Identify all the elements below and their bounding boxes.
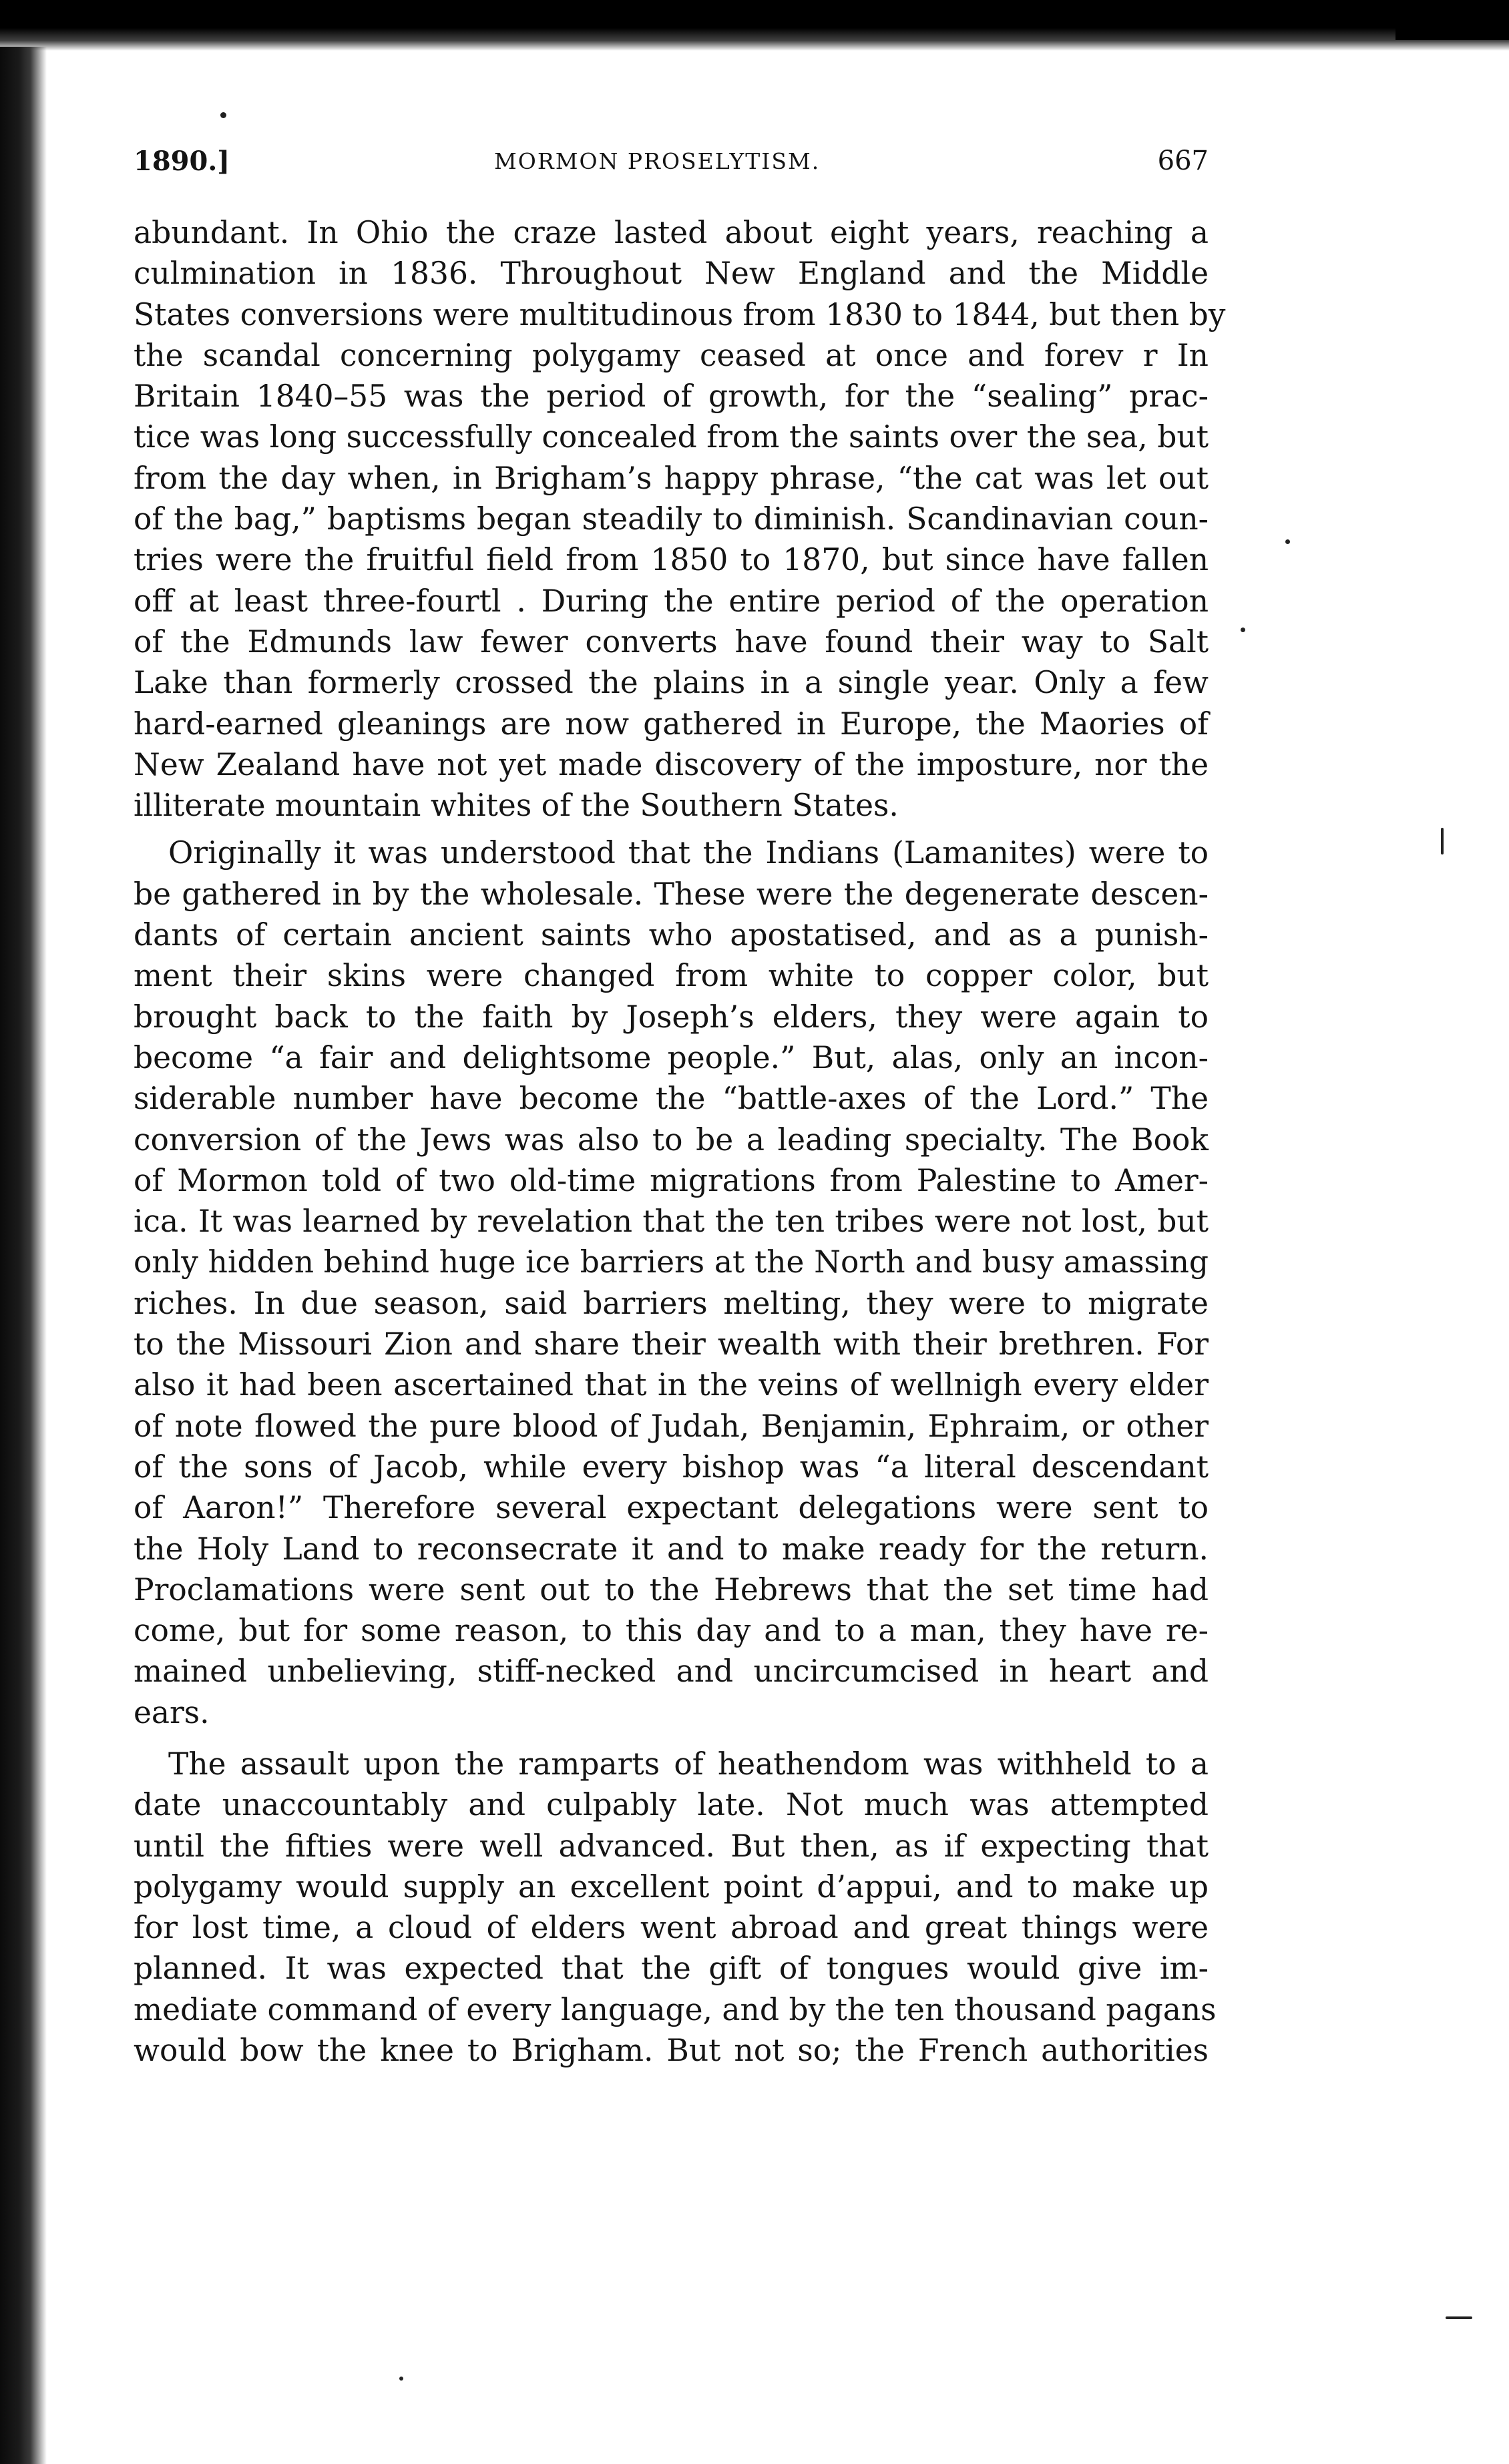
- text-line: for lost time, a cloud of elders went abroad and great things were: [134, 1910, 1209, 1946]
- page-header: [134, 146, 1209, 186]
- running-title: MORMON PROSELYTISM.: [494, 148, 821, 174]
- text-line: hard-earned gleanings are now gathered in Europe, the Maories of: [134, 706, 1209, 742]
- text-line: Britain 1840–55 was the period of growth, for the “sealing” prac-: [134, 379, 1209, 415]
- text-line: be gathered in by the wholesale. These were the degenerate descen-: [134, 876, 1209, 912]
- text-line: riches. In due season, said barriers melting, they were to migrate: [134, 1285, 1209, 1321]
- text-line: Proclamations were sent out to the Hebrews that the set time had: [134, 1571, 1209, 1608]
- paragraph-2: [134, 832, 1209, 1733]
- text-line: culmination in 1836. Throughout New England and the Middle: [134, 256, 1209, 292]
- header-year: 1890.]: [134, 146, 230, 177]
- text-line: become “a fair and delightsome people.” But, alas, only an incon-: [134, 1039, 1209, 1075]
- text-line: ears.: [134, 1694, 210, 1730]
- scan-left-border: [0, 47, 47, 2464]
- text-line: planned. It was expected that the gift of tongues would give im-: [134, 1951, 1209, 1987]
- text-line: date unaccountably and culpably late. Not much was attempted: [134, 1787, 1209, 1823]
- text-line: would bow the knee to Brigham. But not so; the French authorities: [134, 2033, 1209, 2069]
- scan-speck: [1441, 828, 1444, 854]
- text-line: mediate command of every language, and by the ten thousand pagans: [134, 1991, 1217, 2027]
- text-line: siderable number have become the “battle-axes of the Lord.” The: [134, 1081, 1209, 1117]
- paragraph-1: [134, 212, 1226, 826]
- text-line: Lake than formerly crossed the plains in a single year. Only a few: [134, 665, 1209, 701]
- article-body: [134, 212, 1226, 2071]
- text-line: States conversions were multitudinous from 1830 to 1844, but then by: [134, 296, 1226, 332]
- scan-speck: [1241, 628, 1245, 632]
- text-line: dants of certain ancient saints who apostatised, and as a punish-: [134, 917, 1209, 953]
- text-line: conversion of the Jews was also to be a leading specialty. The Book: [134, 1122, 1209, 1158]
- text-line: New Zealand have not yet made discovery of the imposture, nor the: [134, 746, 1209, 782]
- text-line: illiterate mountain whites of the Southern States.: [134, 788, 899, 824]
- scan-speck: [399, 2377, 403, 2381]
- text-line: tries were the fruitful field from 1850 to 1870, but since have fallen: [134, 542, 1209, 578]
- text-line: until the fifties were well advanced. But then, as if expecting that: [134, 1828, 1209, 1864]
- scan-speck: [1446, 2316, 1472, 2319]
- text-line: brought back to the faith by Joseph’s elders, they were again to: [134, 999, 1209, 1035]
- text-line: Originally it was understood that the Indians (Lamanites) were to: [168, 835, 1209, 871]
- paragraph-3: [134, 1744, 1217, 2071]
- page-number: 667: [1157, 146, 1209, 176]
- text-line: of the Edmunds law fewer converts have found their way to Salt: [134, 624, 1209, 660]
- text-line: come, but for some reason, to this day and to a man, they have re-: [134, 1613, 1209, 1649]
- text-line: of the bag,” baptisms began steadily to diminish. Scandinavian coun-: [134, 501, 1209, 537]
- text-line: of the sons of Jacob, while every bishop was “a literal descendant: [134, 1449, 1209, 1485]
- text-line: the scandal concerning polygamy ceased at once and forev r In: [134, 337, 1209, 373]
- scan-speck: [1285, 539, 1290, 544]
- text-line: ment their skins were changed from white to copper color, but: [134, 958, 1209, 994]
- scan-speck: [220, 112, 226, 118]
- text-line: of note flowed the pure blood of Judah, Benjamin, Ephraim, or other: [134, 1408, 1209, 1444]
- text-line: off at least three-fourtl . During the entire period of the operation: [134, 583, 1209, 619]
- text-line: ica. It was learned by revelation that the ten tribes were not lost, but: [134, 1204, 1209, 1240]
- text-line: only hidden behind huge ice barriers at the North and busy amassing: [134, 1244, 1209, 1280]
- text-line: the Holy Land to reconsecrate it and to make ready for the return.: [134, 1531, 1209, 1567]
- text-line: tice was long successfully concealed from the saints over the sea, but: [134, 419, 1209, 455]
- text-line: polygamy would supply an excellent point d’appui, and to make up: [134, 1869, 1209, 1905]
- text-line: mained unbelieving, stiff-necked and uncircumcised in heart and: [134, 1654, 1209, 1690]
- text-line: of Mormon told of two old-time migrations from Palestine to Amer-: [134, 1162, 1209, 1198]
- text-line: to the Missouri Zion and share their wealth with their brethren. For: [134, 1326, 1209, 1363]
- text-line: of Aaron!” Therefore several expectant delegations were sent to: [134, 1490, 1209, 1526]
- text-line: abundant. In Ohio the craze lasted about eight years, reaching a: [134, 215, 1209, 250]
- scan-top-corner: [1395, 0, 1509, 40]
- scan-top-border: [0, 0, 1509, 51]
- text-line: from the day when, in Brigham’s happy phrase, “the cat was let out: [134, 460, 1209, 496]
- text-line: The assault upon the ramparts of heathendom was withheld to a: [168, 1746, 1209, 1782]
- text-line: also it had been ascertained that in the veins of wellnigh every elder: [134, 1367, 1209, 1403]
